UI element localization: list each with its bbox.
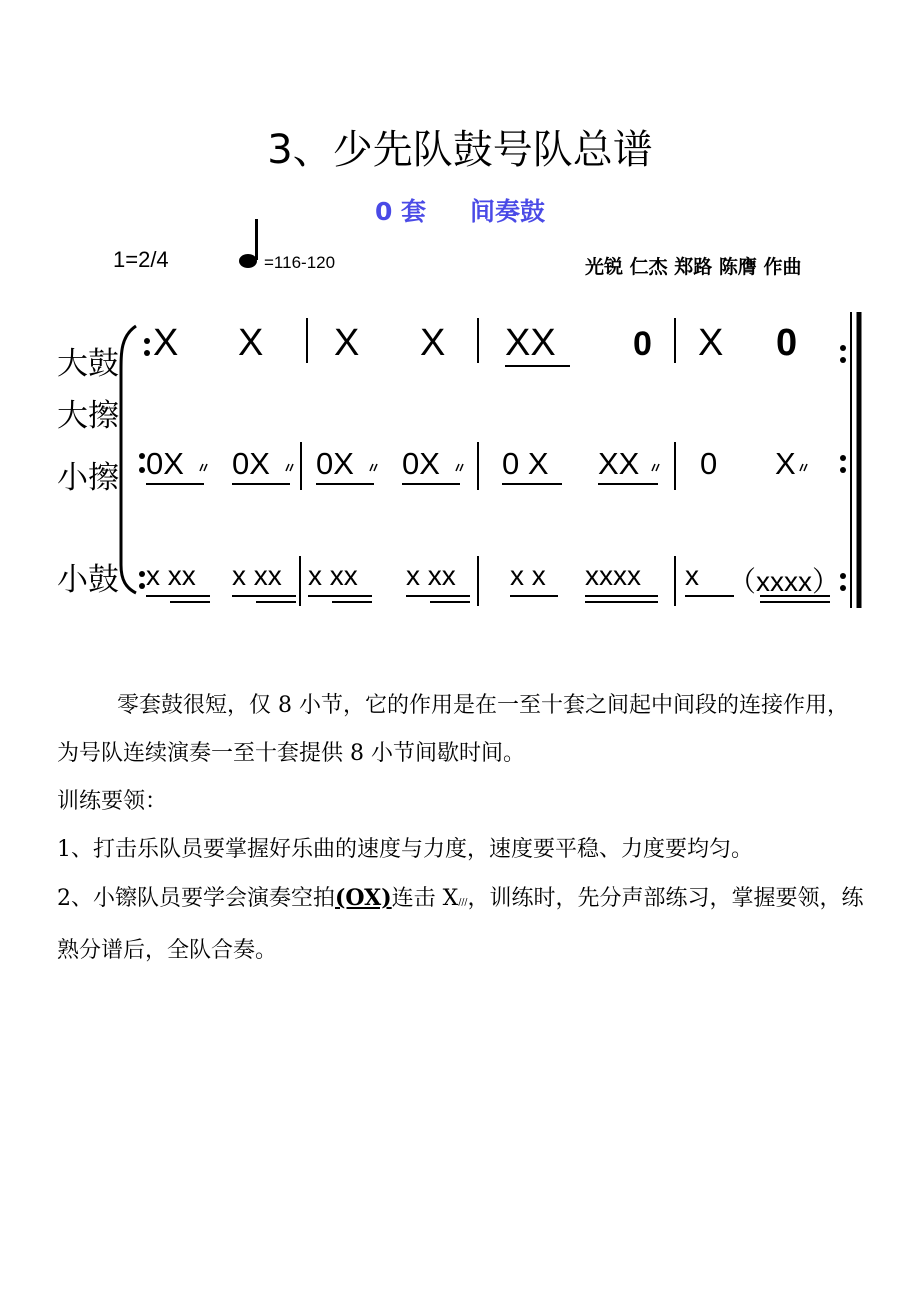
repeat-dot	[840, 573, 846, 579]
page-title: 3、少先队鼓号队总谱	[267, 127, 653, 173]
rest: 0	[776, 322, 798, 364]
note: x x	[510, 560, 546, 591]
training-point-2: 2、小镲队员要学会演奏空拍(OX)连击 X///，训练时，先分声部练习，掌握要领，练熟分谱后，全队合奏。	[57, 885, 864, 963]
note: x xx	[232, 560, 282, 591]
rest: 0	[633, 325, 652, 363]
instrument-big-cymbal: 大擦	[57, 398, 119, 434]
note: X	[238, 322, 264, 364]
training-heading: 训练要领：	[57, 789, 168, 814]
composer: 光锐 仁杰 郑路 陈膺 作曲	[585, 256, 802, 278]
repeat-dot	[144, 338, 150, 344]
repeat-dot	[139, 571, 145, 577]
note: xxxx	[585, 560, 641, 591]
note: X	[153, 322, 179, 364]
set-name: 间奏鼓	[470, 197, 546, 226]
intro-paragraph: 零套鼓很短，仅 8 小节，它的作用是在一至十套之间起中间段的连接作用，为号队连续演奏一至十套提供 8 小节间歇时间。	[57, 693, 849, 766]
note: XX	[505, 322, 556, 364]
repeat-dot	[840, 357, 846, 363]
instrument-bass-drum: 大鼓	[57, 346, 119, 382]
training-point-1: 1、打击乐队员要掌握好乐曲的速度与力度，速度要平稳、力度要均匀。	[57, 837, 753, 862]
note: 0X	[402, 446, 440, 481]
note: 0X	[232, 446, 270, 481]
note: X	[420, 322, 446, 364]
note: x xx	[308, 560, 358, 591]
repeat-dot	[139, 453, 145, 459]
note: X	[775, 446, 796, 481]
rest: 0	[700, 446, 718, 481]
repeat-dot	[144, 350, 150, 356]
instrument-small-cymbal: 小擦	[57, 460, 119, 496]
set-number: 0 套	[374, 197, 427, 226]
system-brace	[121, 326, 136, 593]
repeat-dot	[840, 345, 846, 351]
note: 0X	[316, 446, 354, 481]
note: x xx	[146, 560, 196, 591]
note: 0 X	[502, 446, 549, 481]
tempo-marking: =116-120	[264, 253, 336, 272]
note: x xx	[406, 560, 456, 591]
repeat-dot	[139, 583, 145, 589]
note: x	[685, 560, 699, 591]
note: X	[334, 322, 360, 364]
note: 0X	[146, 446, 184, 481]
key-signature: 1=2/4	[113, 247, 169, 272]
repeat-dot	[840, 585, 846, 591]
note: （xxxx）	[728, 566, 841, 597]
repeat-dot	[840, 467, 846, 473]
repeat-dot	[139, 467, 145, 473]
repeat-dot	[840, 455, 846, 461]
note: X	[698, 322, 724, 364]
instrument-snare-drum: 小鼓	[57, 562, 119, 598]
note: XX	[598, 446, 640, 481]
